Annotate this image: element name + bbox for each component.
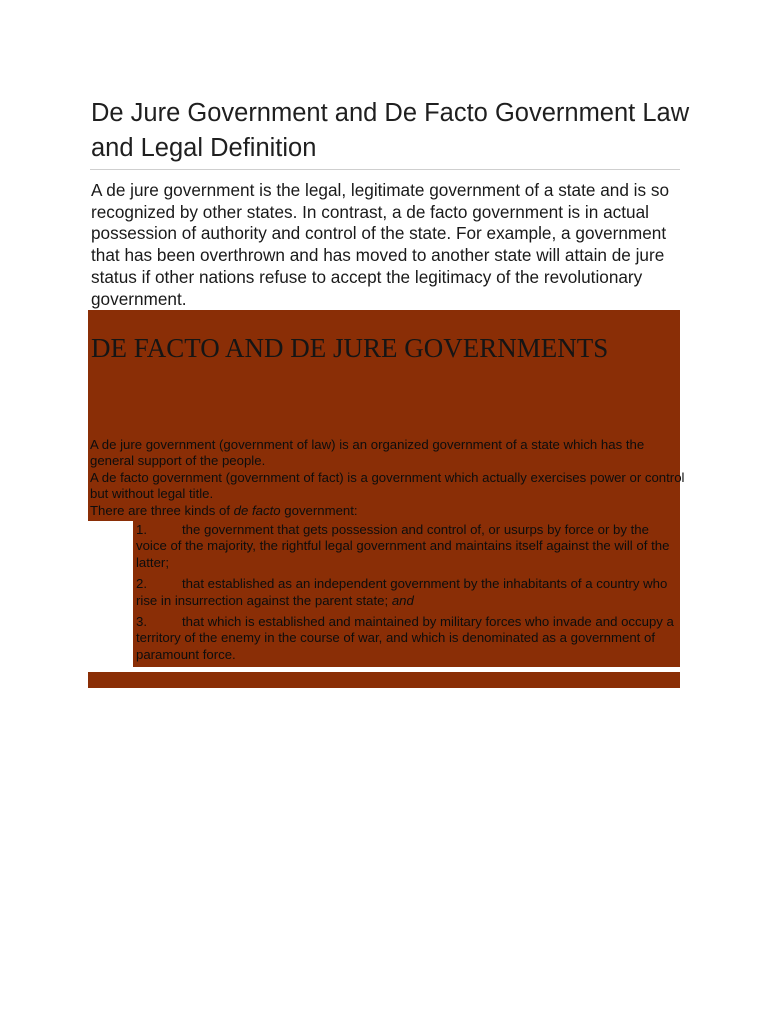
list-item xyxy=(136,614,676,663)
list-item-number: 1. xyxy=(136,522,147,537)
list-item-text: that established as an independent government by the inhabitants of a country who rise in insurrection against the parent state; xyxy=(136,576,668,608)
de-facto-definition: A de facto government (government of fact) is a government which actually exercises power or control but without legal title. xyxy=(90,469,685,502)
kinds-intro xyxy=(90,503,685,519)
footer-bar xyxy=(88,672,680,688)
box-heading: DE FACTO AND DE JURE GOVERNMENTS xyxy=(91,333,609,363)
list-item-text: that which is established and maintained by military forces who invade and occupy a territory of the enemy in the course of war, and which is denominated as a government of paramount force. xyxy=(136,614,674,662)
list-item xyxy=(136,576,676,609)
kinds-intro-em: de facto xyxy=(233,502,281,518)
box-definitions xyxy=(90,437,685,519)
kinds-intro-suffix: government: xyxy=(280,502,358,518)
list-item-text: the government that gets possession and control of, or usurps by force or by the voice of the majority, the rightful legal government and maintains itself against the will of the latter; xyxy=(136,522,670,570)
title-divider xyxy=(90,169,680,170)
list-item xyxy=(136,522,676,571)
kinds-intro-prefix: There are three kinds of xyxy=(90,502,234,518)
list-indent-gap xyxy=(88,521,133,667)
intro-paragraph: A de jure government is the legal, legitimate government of a state and is so recognized by other states. In contrast, a de facto government is in actual possession of authority and control of the state. For example, a government that has been overthrown and has moved to another state will attain de jure status if other nations refuse to accept the legitimacy of the revolutionary government. xyxy=(91,180,670,309)
de-jure-definition: A de jure government (government of law) is an organized government of a state which has the general support of the people. xyxy=(90,437,645,469)
page-title: De Jure Government and De Facto Government Law and Legal Definition xyxy=(91,99,690,162)
list-item-number: 2. xyxy=(136,576,147,592)
kinds-list xyxy=(133,522,680,668)
list-item-em: and xyxy=(391,592,414,608)
list-item-number: 3. xyxy=(136,614,147,630)
